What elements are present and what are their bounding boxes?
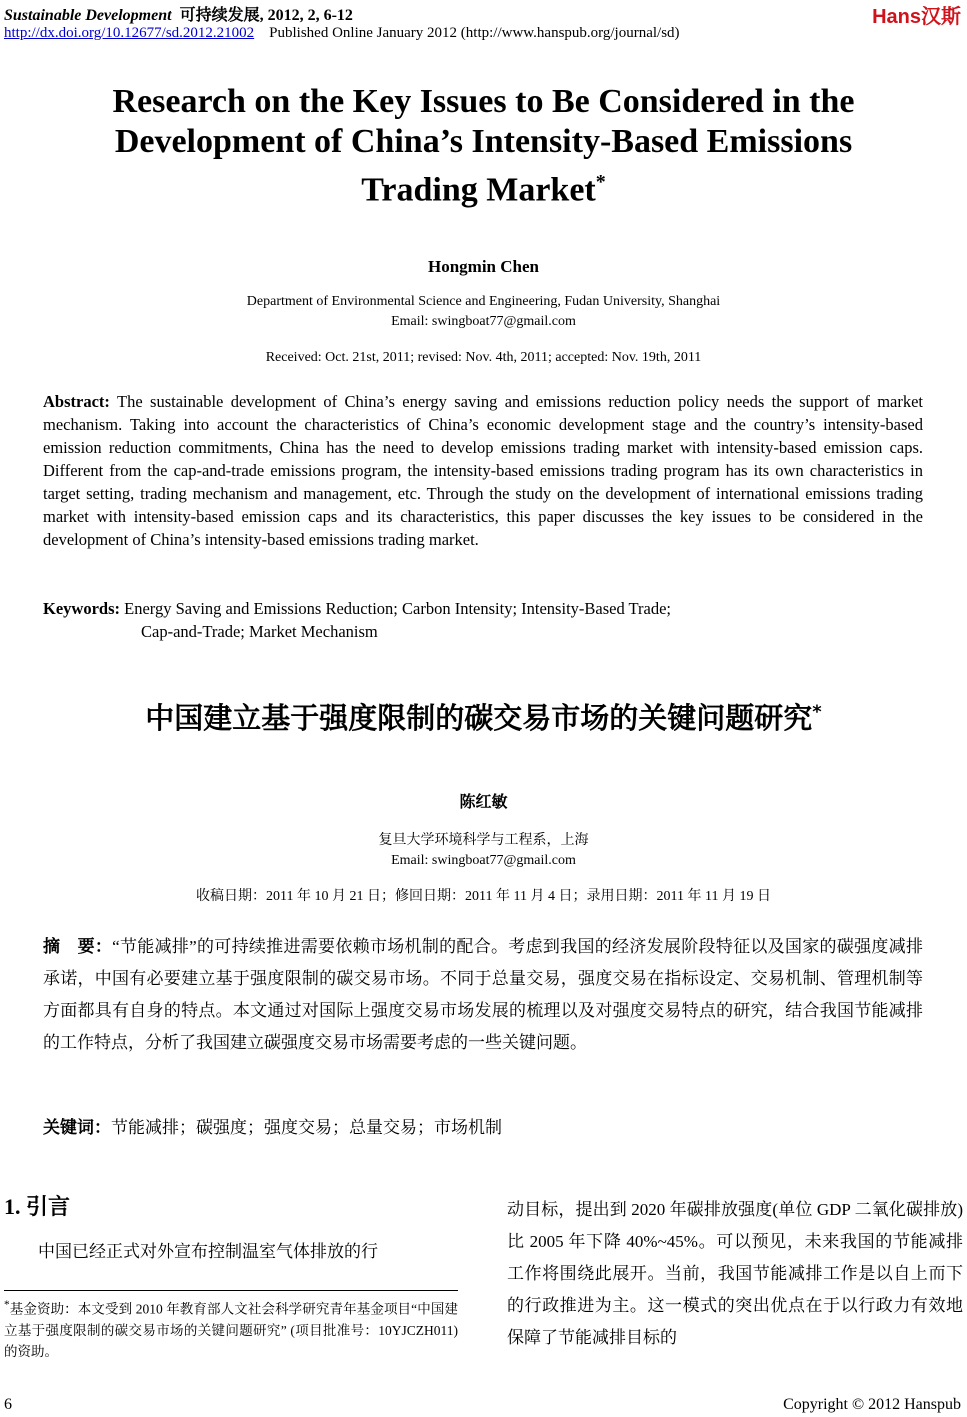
body-text-right: 动目标，提出到 2020 年碳排放强度(单位 GDP 二氧化碳排放)比 2005 年下降 40%~45%。可以预见，未来我国的节能减排工作将围绕此展开。当前，我国节能减排工作是以自上而下的行政推进为主。这一模式的突出优点在于以行政力有效地保障了节能减排目标的 (507, 1200, 963, 1347)
journal-header (4, 2, 353, 25)
title-line: Development of China’s Intensity-Based Emissions (114, 123, 853, 160)
email-cn: Email: swingboat77@gmail.com (391, 853, 576, 868)
journal-issue: 可持续发展, 2012, 2, 6-12 (179, 7, 353, 24)
title-line-text: Trading Market (361, 171, 596, 209)
paper-title-cn (0, 696, 967, 737)
abstract-label: Abstract: (43, 392, 110, 411)
keywords-en (43, 597, 671, 643)
copyright: Copyright © 2012 Hanspub (783, 1396, 961, 1413)
keywords-cn-text: 节能减排；碳强度；强度交易；总量交易；市场机制 (111, 1118, 502, 1137)
abstract-cn (43, 931, 923, 1059)
abstract-cn-label: 摘 要： (43, 937, 113, 957)
logo-text-en: Hans (872, 6, 921, 28)
paper-title-en (0, 82, 967, 210)
keywords-text: Cap-and-Trade; Market Mechanism (141, 622, 378, 641)
email-en: Email: swingboat77@gmail.com (391, 314, 576, 329)
keywords-cn-label: 关键词： (43, 1118, 111, 1138)
footnote-mark: * (4, 1299, 10, 1311)
doi-link[interactable]: http://dx.doi.org/10.12677/sd.2012.21002 (4, 25, 255, 41)
keywords-label: Keywords: (43, 599, 120, 618)
received-dates-en: Received: Oct. 21st, 2011; revised: Nov. 4th, 2011; accepted: Nov. 19th, 2011 (265, 350, 702, 365)
section-heading: 1. 引言 (4, 1194, 71, 1219)
abstract-en (43, 390, 923, 551)
affiliation-cn: 复旦大学环境科学与工程系，上海 (378, 833, 589, 848)
author-cn: 陈红敏 (459, 794, 508, 811)
publication-line (4, 25, 680, 42)
footnote-mark: * (812, 701, 822, 723)
author-en: Hongmin Chen (428, 257, 539, 276)
published-info: Published Online January 2012 (http://www.hanspub.org/journal/sd) (269, 25, 680, 41)
page-number: 6 (4, 1396, 12, 1413)
title-line: Research on the Key Issues to Be Considered in the (112, 83, 855, 120)
footnote (4, 1295, 458, 1362)
footnote-text: 基金资助：本文受到 2010 年教育部人文社会科学研究青年基金项目“中国建立基于强度限制的碳交易市场的关键问题研究” (项目批准号：10YJCZH011)的资助。 (4, 1301, 458, 1359)
logo-text-cn: 汉斯 (921, 6, 961, 28)
footnote-mark: * (595, 171, 606, 193)
journal-name: Sustainable Development (4, 7, 172, 24)
title-cn-text: 中国建立基于强度限制的碳交易市场的关键问题研究 (145, 701, 813, 735)
dates-cn: 收稿日期：2011 年 10 月 21 日；修回日期：2011 年 11 月 4 日；录用日期：2011 年 11 月 19 日 (196, 889, 771, 904)
title-line (0, 162, 967, 210)
hans-logo (872, 0, 961, 29)
keywords-cn (43, 1113, 502, 1138)
abstract-text: The sustainable development of China’s energy saving and emissions reduction policy needs the support of market mechanism. Taking into account the characteristics of China’s economic development stage and the country’s intensity-based emission reduction commitments, China has the need to develop emissions trading market with intensity-based emission caps. Different from the cap-and-trade emissions program, the intensity-based emissions trading program has its own characteristics in target setting, trading mechanism and management, etc. Through the study on the development of international emissions trading market with intensity-based emission caps and its characteristics, this paper discusses the key issues to be considered in the development of China’s intensity-based emissions trading market. (43, 392, 923, 549)
affiliation-en: Department of Environmental Science and Engineering, Fudan University, Shanghai (246, 294, 721, 309)
body-text-left: 中国已经正式对外宣布控制温室气体排放的行 (38, 1242, 378, 1261)
abstract-cn-text: “节能减排”的可持续推进需要依赖市场机制的配合。考虑到我国的经济发展阶段特征以及国家的碳强度减排承诺，中国有必要建立基于强度限制的碳交易市场。不同于总量交易，强度交易在指标设定、交易机制、管理机制等方面都具有自身的特点。本文通过对国际上强度交易市场发展的梳理以及对强度交易特点的研究，结合我国节能减排的工作特点，分析了我国建立碳强度交易市场需要考虑的一些关键问题。 (43, 937, 923, 1052)
footnote-divider (4, 1290, 458, 1291)
keywords-text: Energy Saving and Emissions Reduction; Carbon Intensity; Intensity-Based Trade; (124, 599, 672, 618)
